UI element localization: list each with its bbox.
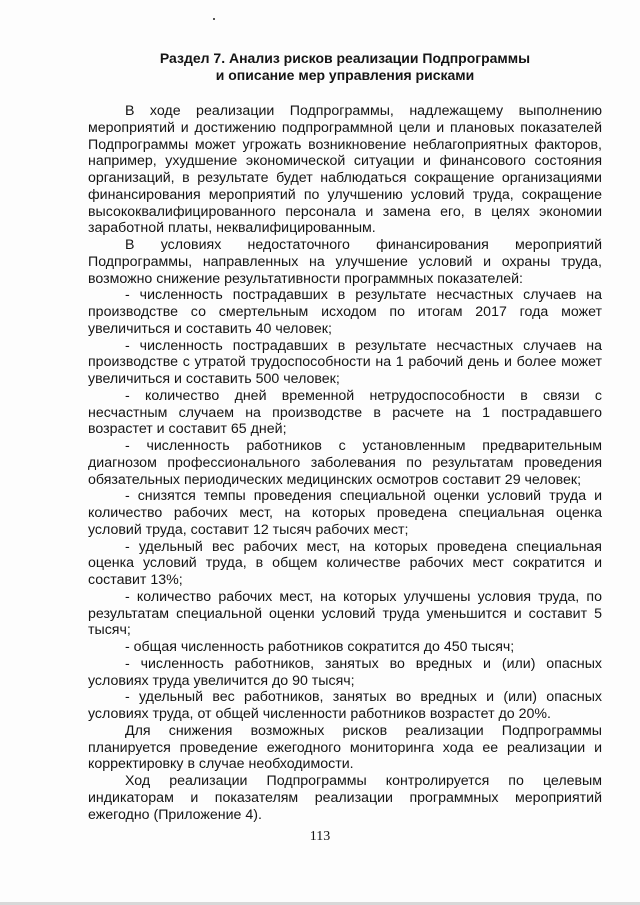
list-item-sick-days: - количество дней временной нетрудоспособности в связи с несчастным случаем на производстве в расчете на 1 пострадавшего возрастет и составит 65 дней;	[88, 387, 602, 438]
list-item-hazardous-workers: - численность работников, занятых во вредных и (или) опасных условиях труда увеличится до 90 тысяч;	[88, 655, 602, 689]
section-heading-line-2: и описание мер управления рисками	[215, 67, 475, 83]
list-item-total-workers: - общая численность работников сократится до 450 тысяч;	[125, 639, 515, 655]
paragraph-monitoring: Для снижения возможных рисков реализации Подпрограммы планируется проведение ежегодного мониторинга хода ее реализации и корректировку в случае необходимости.	[88, 722, 602, 773]
paragraph-insufficient-funding: В условиях недостаточного финансирования мероприятий Подпрограммы, направленных на улучшение условий и охраны труда, возможно снижение результативности программных показателей:	[88, 237, 602, 287]
list-item-injuries-disability: - численность пострадавших в результате несчастных случаев на производстве с утратой трудоспособности на 1 рабочий день и более может увеличиться и составить 500 человек;	[88, 337, 602, 387]
page-number: 113	[309, 829, 331, 844]
list-item-improved-workplaces: - количество рабочих мест, на которых улучшены условия труда, по результатам специальной оценки условий труда уменьшится и составит 5 тысяч;	[88, 588, 602, 639]
list-item-hazardous-share: - удельный вес работников, занятых во вредных и (или) опасных условиях труда, от общей численности работников возрастет до 20%.	[88, 689, 602, 722]
section-heading-line-1: Раздел 7. Анализ рисков реализации Подпрограммы	[159, 50, 531, 66]
scan-speck	[213, 18, 215, 20]
paragraph-control: Ход реализации Подпрограммы контролируется по целевым индикаторам и показателям реализации программных мероприятий ежегодно (Приложение 4).	[88, 773, 602, 823]
paragraph-risks-intro: В ходе реализации Подпрограммы, надлежащему выполнению мероприятий и достижению подпрограммной цели и плановых показателей Подпрограммы может угрожать возникновение неблагоприятных факторов, например, ухудшение экономической ситуации и финансового состояния организаций, в результате будет наблюдаться сокращение организациями финансирования мероприятий по улучшению условий труда, сокращение высококвалифицированного персонала и замена его, в целях экономии заработной платы, неквалифицированным.	[88, 103, 602, 237]
list-item-fatal-injuries: - численность пострадавших в результате несчастных случаев на производстве со смертельным исходом по итогам 2017 года может увеличиться и составить 40 человек;	[88, 287, 602, 337]
list-item-assessed-workplaces-share: - удельный вес рабочих мест, на которых проведена специальная оценка условий труда, в общем количестве рабочих мест сократится и составит 13%;	[88, 538, 602, 588]
body-text	[88, 103, 602, 823]
list-item-occupational-disease: - численность работников с установленным предварительным диагнозом профессионального заболевания по результатам проведения обязательных периодических медицинских осмотров составит 29 человек;	[88, 438, 602, 488]
section-heading	[88, 50, 602, 84]
list-item-special-assessment-pace: - снизятся темпы проведения специальной оценки условий труда и количество рабочих мест, на которых проведена специальная оценка условий труда, составит 12 тысяч рабочих мест;	[88, 488, 602, 538]
